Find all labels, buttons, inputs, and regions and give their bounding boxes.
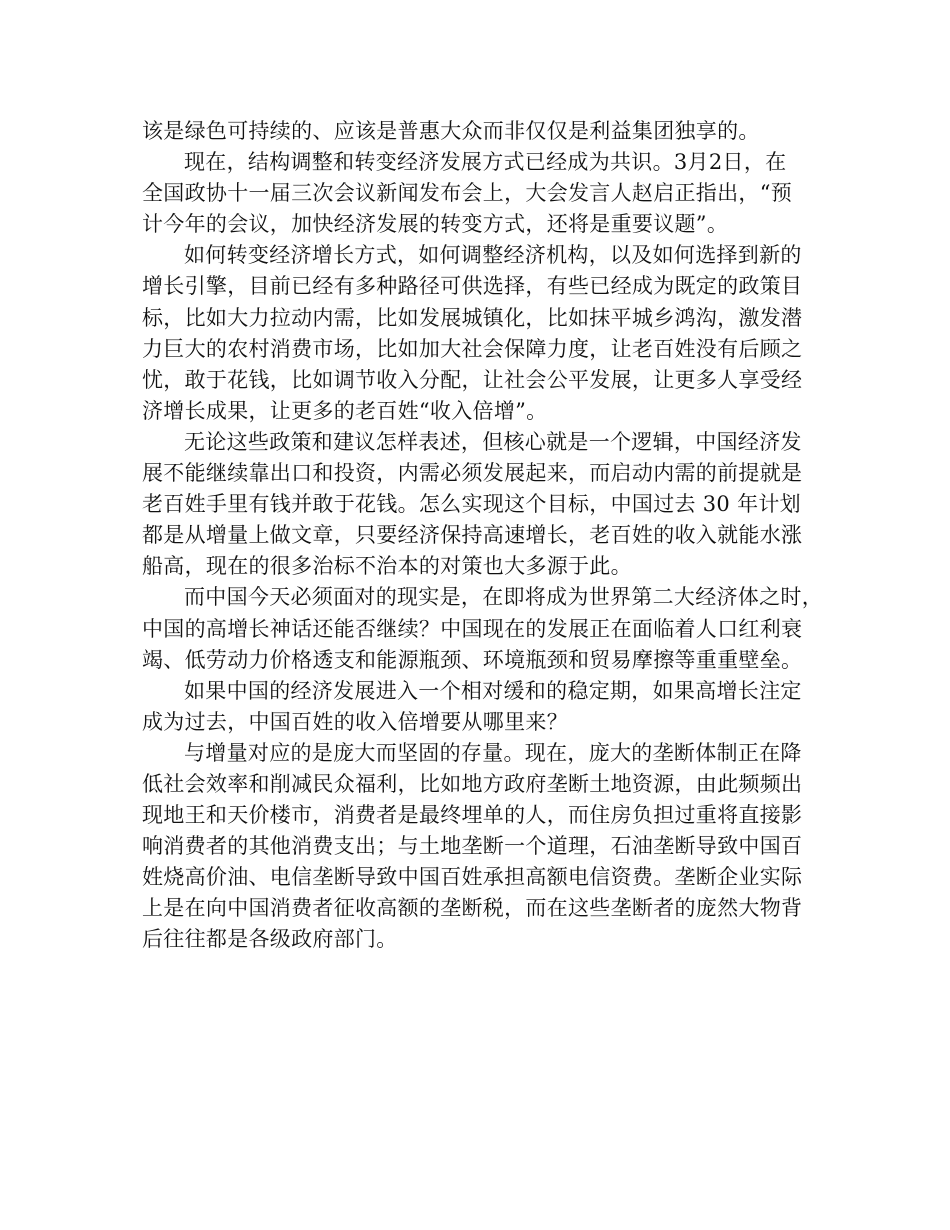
text-line: 低社会效率和削减民众福利，比如地方政府垄断土地资源，由此频频出: [142, 771, 803, 796]
text-line: 标，比如大力拉动内需，比如发展城镇化，比如抹平城乡鸿沟，激发潜: [142, 305, 803, 330]
text-line: 上是在向中国消费者征收高额的垄断税，而在这些垄断者的庞然大物背: [142, 896, 803, 921]
text-line: 如何转变经济增长方式，如何调整经济机构，以及如何选择到新的: [184, 243, 802, 268]
text-line: 力巨大的农村消费市场，比如加大社会保障力度，让老百姓没有后顾之: [142, 336, 803, 361]
text-line: 老百姓手里有钱并敢于花钱。怎么实现这个目标，中国过去 30 年计划: [142, 492, 801, 517]
text-line: 计今年的会议，加快经济发展的转变方式，还将是重要议题”。: [142, 212, 729, 237]
article-body: [142, 116, 823, 956]
text-line: 增长引擎，目前已经有多种路径可供选择，有些已经成为既定的政策目: [142, 274, 803, 299]
text-line: 中国的高增长神话还能否继续？中国现在的发展正在面临着人口红利衰: [142, 616, 803, 641]
text-line: 成为过去，中国百姓的收入倍增要从哪里来？: [142, 709, 568, 734]
text-line: 姓烧高价油、电信垄断导致中国百姓承担高额电信资费。垄断企业实际: [142, 865, 803, 890]
text-line: 无论这些政策和建议怎样表述，但核心就是一个逻辑，中国经济发: [184, 429, 802, 454]
text-line: 都是从增量上做文章，只要经济保持高速增长，老百姓的收入就能水涨: [142, 523, 803, 548]
text-line: 忧，敢于花钱，比如调节收入分配，让社会公平发展，让更多人享受经: [142, 367, 803, 392]
text-line: 现地王和天价楼市，消费者是最终埋单的人，而住房负担过重将直接影: [142, 803, 803, 828]
text-line: 现在，结构调整和转变经济发展方式已经成为共识。3月2日，在: [184, 150, 787, 175]
text-line: 济增长成果，让更多的老百姓“收入倍增”。: [142, 398, 548, 423]
text-line: 船高，现在的很多治标不治本的对策也大多源于此。: [142, 554, 632, 579]
text-line: 全国政协十一届三次会议新闻发布会上，大会发言人赵启正指出，“预: [142, 181, 793, 206]
text-line: 如果中国的经济发展进入一个相对缓和的稳定期，如果高增长注定: [184, 678, 802, 703]
text-line: 响消费者的其他消费支出；与土地垄断一个道理，石油垄断导致中国百: [142, 834, 803, 859]
text-line: 而中国今天必须面对的现实是，在即将成为世界第二大经济体之时，: [184, 585, 823, 610]
text-line: 该是绿色可持续的、应该是普惠大众而非仅仅是利益集团独享的。: [142, 119, 760, 143]
text-line: 与增量对应的是庞大而坚固的存量。现在，庞大的垄断体制正在降: [184, 740, 802, 765]
text-line: 竭、低劳动力价格透支和能源瓶颈、环境瓶颈和贸易摩擦等重重壁垒。: [142, 647, 803, 672]
text-line: 展不能继续靠出口和投资，内需必须发展起来，而启动内需的前提就是: [142, 461, 803, 486]
text-line: 后往往都是各级政府部门。: [142, 927, 398, 952]
